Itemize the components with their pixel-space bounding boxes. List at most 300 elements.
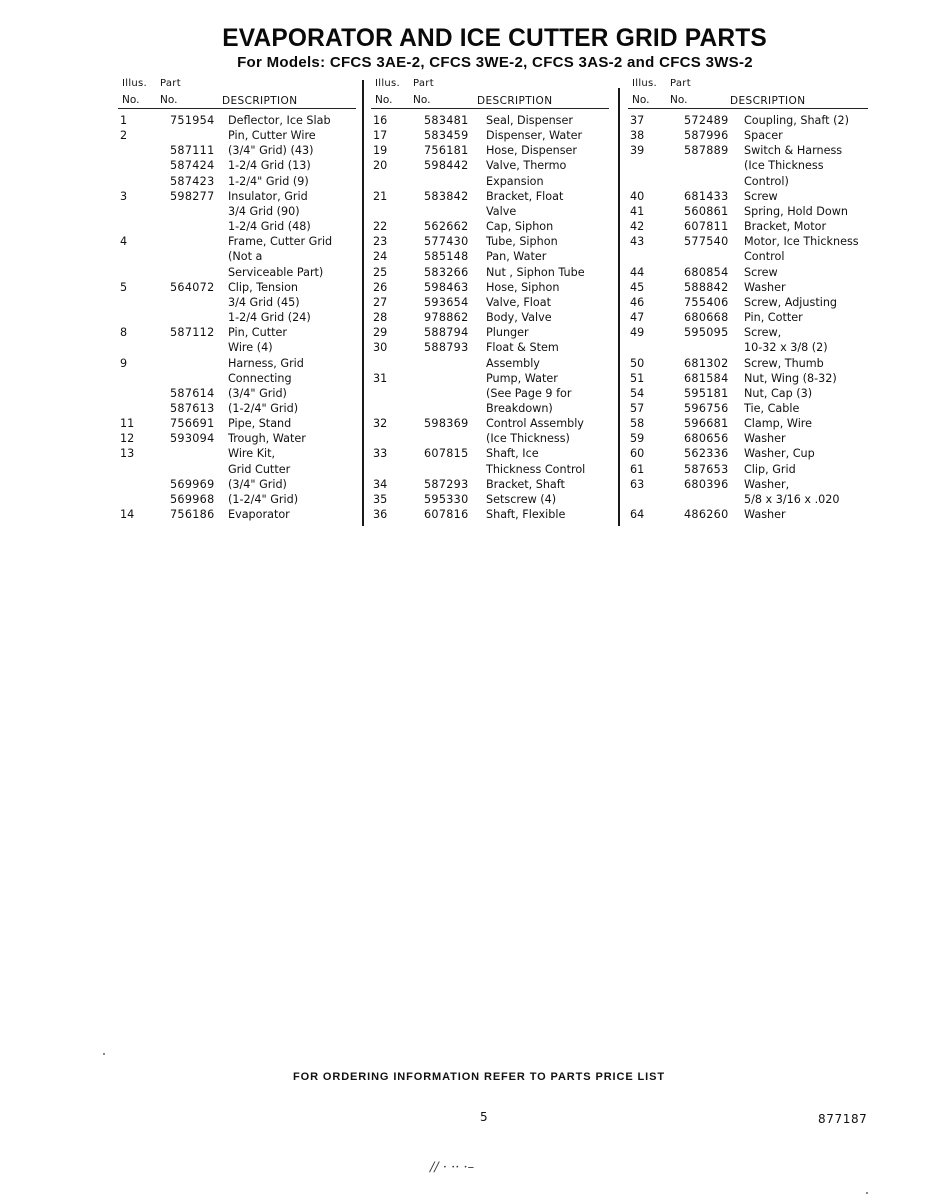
illus-number: 34 (373, 477, 388, 491)
part-number: 680656 (684, 432, 729, 446)
part-number: 607811 (684, 220, 729, 234)
part-number: 598369 (424, 417, 469, 431)
part-description: Seal, Dispenser (486, 114, 573, 127)
table-row (628, 507, 868, 522)
part-number: 562662 (424, 220, 469, 234)
table-row (118, 340, 356, 355)
part-number: 756186 (170, 508, 215, 522)
part-description: (3/4" Grid) (228, 477, 287, 491)
part-description: Deflector, Ice Slab (228, 114, 331, 127)
part-number: 607816 (424, 508, 469, 522)
illus-number: 25 (373, 265, 388, 279)
part-number: 755406 (684, 295, 729, 309)
part-number: 681302 (684, 356, 729, 370)
table-row (118, 174, 356, 189)
column-header (371, 76, 609, 108)
illus-header: Illus. (375, 78, 401, 89)
part-no-header: No. (413, 94, 431, 106)
ordering-note: FOR ORDERING INFORMATION REFER TO PARTS PRICE LIST (293, 1071, 665, 1083)
part-number: 593654 (424, 295, 469, 309)
illus-number: 43 (630, 235, 645, 249)
part-description: Wire Kit, (228, 447, 276, 461)
illus-number: 31 (373, 371, 388, 385)
part-description: Control Assembly (486, 417, 584, 431)
part-description: (1-2/4" Grid) (228, 492, 299, 506)
illus-number: 37 (630, 114, 645, 127)
part-description: Washer (744, 432, 786, 446)
part-number: 756691 (170, 417, 215, 431)
part-description: Valve, Thermo (486, 159, 567, 173)
part-description: Screw, Adjusting (744, 295, 838, 309)
illus-number: 19 (373, 144, 388, 158)
part-description: Shaft, Ice (486, 447, 539, 461)
illus-no-header: No. (122, 94, 140, 106)
part-description: Control) (744, 174, 789, 188)
part-number: 598277 (170, 189, 215, 203)
table-row (628, 189, 868, 204)
part-header: Part (160, 78, 181, 89)
table-row (118, 128, 356, 143)
illus-header: Illus. (122, 78, 148, 89)
illus-number: 1 (120, 114, 128, 127)
table-row (628, 325, 868, 340)
table-row (628, 477, 868, 492)
illus-no-header: No. (632, 94, 650, 106)
part-number: 598463 (424, 280, 469, 294)
table-row (118, 507, 356, 522)
part-number: 587614 (170, 386, 215, 400)
table-row (628, 462, 868, 477)
illus-number: 44 (630, 265, 645, 279)
table-row (628, 234, 868, 249)
description-header: DESCRIPTION (477, 95, 553, 107)
part-number: 572489 (684, 114, 729, 127)
part-description: Pan, Water (486, 250, 547, 264)
table-row (118, 234, 356, 249)
table-row (371, 189, 609, 204)
part-no-header: No. (670, 94, 688, 106)
illus-number: 8 (120, 326, 128, 340)
part-description: Tie, Cable (744, 401, 800, 415)
part-header: Part (413, 78, 434, 89)
part-number: 585148 (424, 250, 469, 264)
table-row (371, 507, 609, 522)
illus-number: 60 (630, 447, 645, 461)
part-no-header: No. (160, 94, 178, 106)
part-number: 583459 (424, 129, 469, 143)
illus-number: 12 (120, 432, 135, 446)
part-number: 587424 (170, 159, 215, 173)
part-number: 680396 (684, 477, 729, 491)
table-row (628, 204, 868, 219)
table-row (371, 280, 609, 295)
illus-number: 17 (373, 129, 388, 143)
table-row (371, 325, 609, 340)
illus-number: 58 (630, 417, 645, 431)
table-row (118, 431, 356, 446)
part-number: 595095 (684, 326, 729, 340)
illus-number: 20 (373, 159, 388, 173)
table-row (118, 280, 356, 295)
table-row (118, 265, 356, 280)
table-row (118, 371, 356, 386)
part-description: 3/4 Grid (45) (228, 295, 300, 309)
table-row (371, 386, 609, 401)
part-number: 583842 (424, 189, 469, 203)
part-description: Evaporator (228, 508, 290, 522)
table-row (371, 431, 609, 446)
illus-number: 23 (373, 235, 388, 249)
part-description: Washer (744, 280, 786, 294)
column-header (118, 76, 356, 108)
table-row (371, 462, 609, 477)
parts-column-3 (628, 76, 868, 522)
part-description: Cap, Siphon (486, 220, 554, 234)
part-description: Harness, Grid (228, 356, 304, 370)
table-row (371, 340, 609, 355)
table-row (371, 249, 609, 264)
illus-number: 11 (120, 417, 135, 431)
table-row (628, 265, 868, 280)
part-number: 588842 (684, 280, 729, 294)
table-row (371, 401, 609, 416)
part-number: 569968 (170, 492, 215, 506)
illus-number: 21 (373, 189, 388, 203)
part-number: 596756 (684, 401, 729, 415)
scan-speck (103, 1053, 105, 1055)
table-row (628, 128, 868, 143)
illus-no-header: No. (375, 94, 393, 106)
illus-number: 2 (120, 129, 128, 143)
part-number: 681584 (684, 371, 729, 385)
part-number: 681433 (684, 189, 729, 203)
handwritten-mark: // · ·· ·– (430, 1160, 475, 1175)
part-description: Screw, Thumb (744, 356, 824, 370)
part-description: Spring, Hold Down (744, 204, 848, 218)
part-description: Screw (744, 265, 778, 279)
illus-number: 54 (630, 386, 645, 400)
part-description: Setscrew (4) (486, 492, 557, 506)
illus-number: 45 (630, 280, 645, 294)
illus-number: 3 (120, 189, 128, 203)
description-header: DESCRIPTION (222, 95, 298, 107)
part-number: 486260 (684, 508, 729, 522)
part-description: Spacer (744, 129, 783, 143)
illus-number: 27 (373, 295, 388, 309)
table-row (371, 477, 609, 492)
part-number: 593094 (170, 432, 215, 446)
part-number: 577430 (424, 235, 469, 249)
illus-number: 51 (630, 371, 645, 385)
illus-number: 59 (630, 432, 645, 446)
part-number: 587423 (170, 174, 215, 188)
table-row (628, 310, 868, 325)
page-title-text: EVAPORATOR AND ICE CUTTER GRID PARTS (222, 24, 767, 52)
table-row (118, 492, 356, 507)
part-description: Bracket, Motor (744, 220, 827, 234)
table-row (628, 446, 868, 461)
part-number: 569969 (170, 477, 215, 491)
table-row (628, 174, 868, 189)
table-row (628, 356, 868, 371)
part-number: 751954 (170, 114, 215, 127)
part-number: 978862 (424, 311, 469, 325)
table-row (118, 143, 356, 158)
table-row (371, 492, 609, 507)
part-description: Wire (4) (228, 341, 273, 355)
part-number: 756181 (424, 144, 469, 158)
part-description: Coupling, Shaft (2) (744, 114, 849, 127)
table-row (118, 462, 356, 477)
part-number: 564072 (170, 280, 215, 294)
illus-number: 22 (373, 220, 388, 234)
table-row (628, 431, 868, 446)
part-number: 583266 (424, 265, 469, 279)
part-description: Assembly (486, 356, 540, 370)
part-description: (See Page 9 for (486, 386, 572, 400)
table-row (628, 386, 868, 401)
part-description: Nut, Cap (3) (744, 386, 813, 400)
column-divider (618, 88, 620, 526)
illus-number: 63 (630, 477, 645, 491)
part-number: 596681 (684, 417, 729, 431)
table-row (371, 158, 609, 173)
illus-number: 16 (373, 114, 388, 127)
column-header (628, 76, 868, 108)
table-row (371, 234, 609, 249)
illus-number: 47 (630, 311, 645, 325)
part-description: Washer, (744, 477, 790, 491)
illus-number: 32 (373, 417, 388, 431)
part-description: (3/4" Grid) (43) (228, 144, 314, 158)
part-description: Pin, Cotter (744, 311, 803, 325)
part-description: Screw (744, 189, 778, 203)
part-description: 1-2/4" Grid (9) (228, 174, 309, 188)
page-title (9, 24, 938, 53)
table-row (118, 401, 356, 416)
part-number: 587293 (424, 477, 469, 491)
table-row (118, 356, 356, 371)
illus-number: 38 (630, 129, 645, 143)
part-description: Valve (486, 204, 517, 218)
illus-number: 46 (630, 295, 645, 309)
part-number: 587613 (170, 401, 215, 415)
scan-speck (866, 1192, 868, 1194)
illus-number: 9 (120, 356, 128, 370)
table-row (628, 371, 868, 386)
table-row (628, 113, 868, 128)
table-row (628, 280, 868, 295)
part-description: Bracket, Float (486, 189, 564, 203)
part-description: Nut, Wing (8-32) (744, 371, 837, 385)
illus-number: 24 (373, 250, 388, 264)
part-description: Washer (744, 508, 786, 522)
illus-number: 30 (373, 341, 388, 355)
illus-number: 4 (120, 235, 128, 249)
part-number: 607815 (424, 447, 469, 461)
part-description: Washer, Cup (744, 447, 815, 461)
part-header: Part (670, 78, 691, 89)
table-row (628, 143, 868, 158)
column-divider (362, 80, 364, 526)
table-row (371, 143, 609, 158)
part-description: Valve, Float (486, 295, 551, 309)
illus-number: 39 (630, 144, 645, 158)
part-description: (1-2/4" Grid) (228, 401, 299, 415)
table-row (118, 249, 356, 264)
part-description: 3/4 Grid (90) (228, 204, 300, 218)
table-row (628, 158, 868, 173)
models-subtitle (0, 54, 948, 71)
table-row (371, 128, 609, 143)
table-row (371, 219, 609, 234)
illus-number: 41 (630, 204, 645, 218)
illus-number: 57 (630, 401, 645, 415)
table-row (628, 492, 868, 507)
table-row (118, 219, 356, 234)
illus-number: 26 (373, 280, 388, 294)
part-description: Plunger (486, 326, 529, 340)
part-description: (3/4" Grid) (228, 386, 287, 400)
illus-number: 14 (120, 508, 135, 522)
illus-number: 49 (630, 326, 645, 340)
models-subtitle-text: For Models: CFCS 3AE-2, CFCS 3WE-2, CFCS 3AS-2 and CFCS 3WS-2 (237, 54, 753, 71)
part-description: Insulator, Grid (228, 189, 308, 203)
table-row (118, 295, 356, 310)
illus-number: 35 (373, 492, 388, 506)
table-row (371, 446, 609, 461)
illus-number: 64 (630, 508, 645, 522)
part-number: 562336 (684, 447, 729, 461)
part-description: Thickness Control (486, 462, 586, 476)
table-row (118, 386, 356, 401)
part-description: Clip, Tension (228, 280, 299, 294)
part-description: Connecting (228, 371, 292, 385)
part-description: Dispenser, Water (486, 129, 583, 143)
part-description: Nut , Siphon Tube (486, 265, 585, 279)
part-number: 598442 (424, 159, 469, 173)
table-row (628, 340, 868, 355)
part-description: Pin, Cutter (228, 326, 287, 340)
part-description: Expansion (486, 174, 544, 188)
part-description: Trough, Water (228, 432, 306, 446)
part-number: 587111 (170, 144, 215, 158)
part-number: 587112 (170, 326, 215, 340)
part-description: Tube, Siphon (486, 235, 558, 249)
part-number: 595330 (424, 492, 469, 506)
illus-number: 42 (630, 220, 645, 234)
part-description: (Ice Thickness (744, 159, 824, 173)
part-number: 577540 (684, 235, 729, 249)
part-description: Bracket, Shaft (486, 477, 565, 491)
part-description: (Ice Thickness) (486, 432, 570, 446)
part-description: Pump, Water (486, 371, 558, 385)
table-row (118, 113, 356, 128)
part-number: 595181 (684, 386, 729, 400)
part-description: 1-2/4 Grid (13) (228, 159, 311, 173)
document-number: 877187 (818, 1112, 868, 1126)
description-header: DESCRIPTION (730, 95, 806, 107)
table-row (371, 265, 609, 280)
table-row (371, 310, 609, 325)
part-description: Clamp, Wire (744, 417, 813, 431)
part-description: Clip, Grid (744, 462, 796, 476)
part-description: Breakdown) (486, 401, 553, 415)
part-description: (Not a (228, 250, 263, 264)
table-row (371, 416, 609, 431)
parts-column-2 (371, 76, 609, 522)
table-row (371, 295, 609, 310)
table-row (628, 249, 868, 264)
illus-number: 33 (373, 447, 388, 461)
part-description: Body, Valve (486, 311, 552, 325)
part-description: 5/8 x 3/16 x .020 (744, 492, 840, 506)
part-description: Grid Cutter (228, 462, 291, 476)
part-description: Pipe, Stand (228, 417, 292, 431)
part-description: Screw, (744, 326, 782, 340)
part-description: Hose, Dispenser (486, 144, 578, 158)
part-description: Hose, Siphon (486, 280, 560, 294)
illus-number: 40 (630, 189, 645, 203)
table-row (371, 371, 609, 386)
table-row (118, 310, 356, 325)
part-number: 587653 (684, 462, 729, 476)
table-row (118, 477, 356, 492)
part-number: 680668 (684, 311, 729, 325)
table-row (628, 295, 868, 310)
illus-number: 5 (120, 280, 128, 294)
part-description: Motor, Ice Thickness (744, 235, 859, 249)
part-number: 587996 (684, 129, 729, 143)
part-number: 560861 (684, 204, 729, 218)
part-description: Switch & Harness (744, 144, 843, 158)
part-number: 680854 (684, 265, 729, 279)
part-description: 1-2/4 Grid (48) (228, 220, 311, 234)
part-description: Control (744, 250, 785, 264)
part-number: 583481 (424, 114, 469, 127)
part-number: 588793 (424, 341, 469, 355)
illus-number: 28 (373, 311, 388, 325)
illus-header: Illus. (632, 78, 658, 89)
table-row (371, 174, 609, 189)
table-row (118, 158, 356, 173)
table-row (371, 113, 609, 128)
table-row (628, 219, 868, 234)
table-row (628, 416, 868, 431)
illus-number: 13 (120, 447, 135, 461)
table-row (118, 446, 356, 461)
part-description: Frame, Cutter Grid (228, 235, 333, 249)
part-description: 10-32 x 3/8 (2) (744, 341, 828, 355)
table-row (118, 325, 356, 340)
illus-number: 29 (373, 326, 388, 340)
table-row (118, 189, 356, 204)
part-description: Serviceable Part) (228, 265, 324, 279)
part-number: 587889 (684, 144, 729, 158)
part-description: Float & Stem (486, 341, 559, 355)
illus-number: 50 (630, 356, 645, 370)
illus-number: 36 (373, 508, 388, 522)
illus-number: 61 (630, 462, 645, 476)
table-row (371, 356, 609, 371)
page-number: 5 (480, 1110, 488, 1124)
table-row (371, 204, 609, 219)
part-description: Shaft, Flexible (486, 508, 566, 522)
table-row (118, 416, 356, 431)
table-row (118, 204, 356, 219)
part-description: 1-2/4 Grid (24) (228, 311, 311, 325)
table-row (628, 401, 868, 416)
